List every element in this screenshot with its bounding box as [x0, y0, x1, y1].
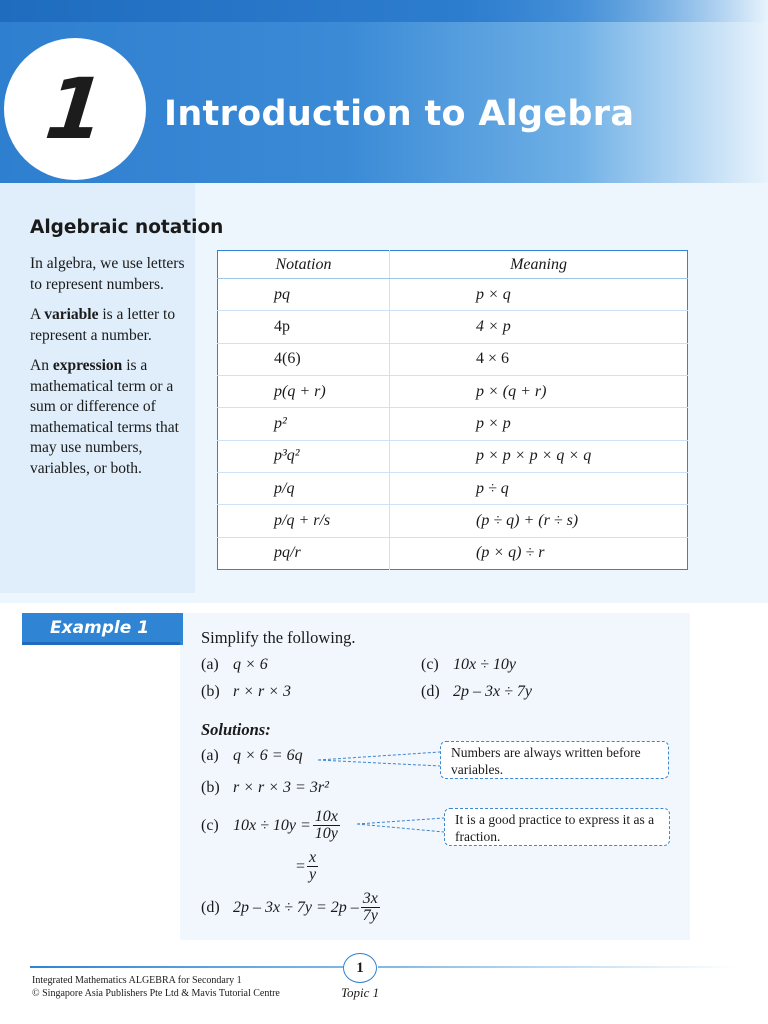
- table-row: [218, 408, 688, 440]
- table-row: [218, 505, 688, 537]
- table-header-row: [218, 251, 688, 279]
- solution-expression: 10x ÷ 10y =: [233, 816, 311, 834]
- meaning-cell: p × q: [390, 279, 688, 311]
- meaning-cell: (p ÷ q) + (r ÷ s): [390, 505, 688, 537]
- notation-cell: p²: [218, 408, 390, 440]
- notation-cell: p/q: [218, 472, 390, 504]
- question-a: [201, 656, 268, 674]
- denominator: 7y: [362, 907, 378, 924]
- question-label: (a): [201, 656, 219, 673]
- intro-paragraph: [30, 254, 198, 295]
- table-row: [218, 343, 688, 375]
- paragraph-text: In algebra, we use letters to represent numbers.: [30, 255, 185, 293]
- header-meaning: Meaning: [390, 251, 688, 279]
- table-row: [218, 279, 688, 311]
- solution-a: [201, 747, 303, 765]
- question-c: [421, 656, 516, 674]
- notation-cell: p(q + r): [218, 375, 390, 407]
- variable-definition: [30, 305, 198, 346]
- meaning-cell: p × p: [390, 408, 688, 440]
- question-expression: 2p – 3x ÷ 7y: [453, 683, 532, 700]
- fraction: [313, 809, 340, 842]
- term-expression: expression: [52, 357, 123, 374]
- fraction: [307, 850, 318, 883]
- meaning-cell: 4 × p: [390, 311, 688, 343]
- footer-rule: [378, 966, 738, 968]
- solution-label: (d): [201, 898, 220, 916]
- notation-cell: pq/r: [218, 537, 390, 569]
- footer-rule: [30, 966, 344, 968]
- footer-credits: [32, 974, 280, 1000]
- meaning-cell: 4 × 6: [390, 343, 688, 375]
- notation-cell: p³q²: [218, 440, 390, 472]
- numerator: 10x: [314, 808, 338, 825]
- expression-definition: [30, 356, 198, 479]
- question-d: [421, 683, 532, 701]
- table-row: [218, 537, 688, 569]
- section-heading: Algebraic notation: [30, 217, 224, 238]
- solution-expression: 2p – 3x ÷ 7y = 2p –: [233, 898, 359, 916]
- note-callout: It is a good practice to express it as a fraction.: [444, 808, 670, 846]
- table-row: [218, 440, 688, 472]
- example-label: Example 1: [50, 617, 150, 638]
- notation-cell: 4(6): [218, 343, 390, 375]
- header-notation: Notation: [218, 251, 390, 279]
- paragraph-text: A: [30, 306, 45, 323]
- numerator: x: [309, 849, 317, 866]
- example-prompt: Simplify the following.: [201, 628, 356, 647]
- book-title-line: Integrated Mathematics ALGEBRA for Secondary 1: [32, 975, 242, 986]
- notation-cell: p/q + r/s: [218, 505, 390, 537]
- notation-cell: pq: [218, 279, 390, 311]
- term-variable: variable: [44, 306, 99, 323]
- paragraph-text: is a letter to represent a number.: [30, 306, 176, 344]
- solution-expression: q × 6 = 6q: [233, 747, 303, 764]
- question-label: (d): [421, 683, 440, 700]
- topic-label: Topic 1: [341, 985, 380, 1000]
- question-expression: r × r × 3: [233, 683, 292, 700]
- solution-label: (a): [201, 747, 219, 764]
- table-row: [218, 472, 688, 504]
- example-bar-divider: [180, 613, 183, 645]
- denominator: 10y: [314, 825, 338, 842]
- solution-label: (c): [201, 816, 219, 834]
- banner-stripe: [0, 0, 768, 22]
- copyright-line: © Singapore Asia Publishers Pte Ltd & Mavis Tutorial Centre: [32, 988, 280, 999]
- paragraph-text: An: [30, 357, 53, 374]
- chapter-number-badge: [4, 38, 146, 180]
- solution-b: [201, 779, 329, 797]
- fraction: [361, 891, 380, 924]
- table-row: [218, 311, 688, 343]
- meaning-cell: p × p × p × q × q: [390, 440, 688, 472]
- question-expression: 10x ÷ 10y: [453, 656, 516, 673]
- question-label: (c): [421, 656, 439, 673]
- question-label: (b): [201, 683, 220, 700]
- meaning-cell: (p × q) ÷ r: [476, 544, 545, 562]
- page-number: 1: [343, 953, 377, 983]
- note-callout: Numbers are always written before variables.: [440, 741, 669, 779]
- chapter-number: 1: [40, 60, 110, 158]
- solution-c: [201, 809, 342, 842]
- paragraph-text: is a mathematical term or a sum or difference of mathematical terms that may use numbers, variables, or both.: [30, 357, 179, 477]
- solutions-heading: Solutions:: [201, 720, 271, 739]
- equals-sign: =: [296, 857, 306, 875]
- question-b: [201, 683, 291, 701]
- question-expression: q × 6: [233, 656, 268, 673]
- notation-table: [217, 250, 688, 570]
- solution-expression: r × r × 3 = 3r²: [233, 779, 329, 796]
- meaning-cell: p ÷ q: [390, 472, 688, 504]
- solution-d: [201, 891, 382, 924]
- intro-text: [30, 254, 198, 489]
- table-row: [218, 375, 688, 407]
- notation-cell: 4p: [218, 311, 390, 343]
- numerator: 3x: [362, 890, 378, 907]
- solution-c-simplified: [296, 850, 320, 883]
- example-label-bar: [22, 613, 180, 645]
- meaning-cell: p × (q + r): [390, 375, 688, 407]
- denominator: y: [309, 866, 317, 883]
- chapter-title: Introduction to Algebra: [164, 94, 635, 134]
- solution-label: (b): [201, 779, 220, 796]
